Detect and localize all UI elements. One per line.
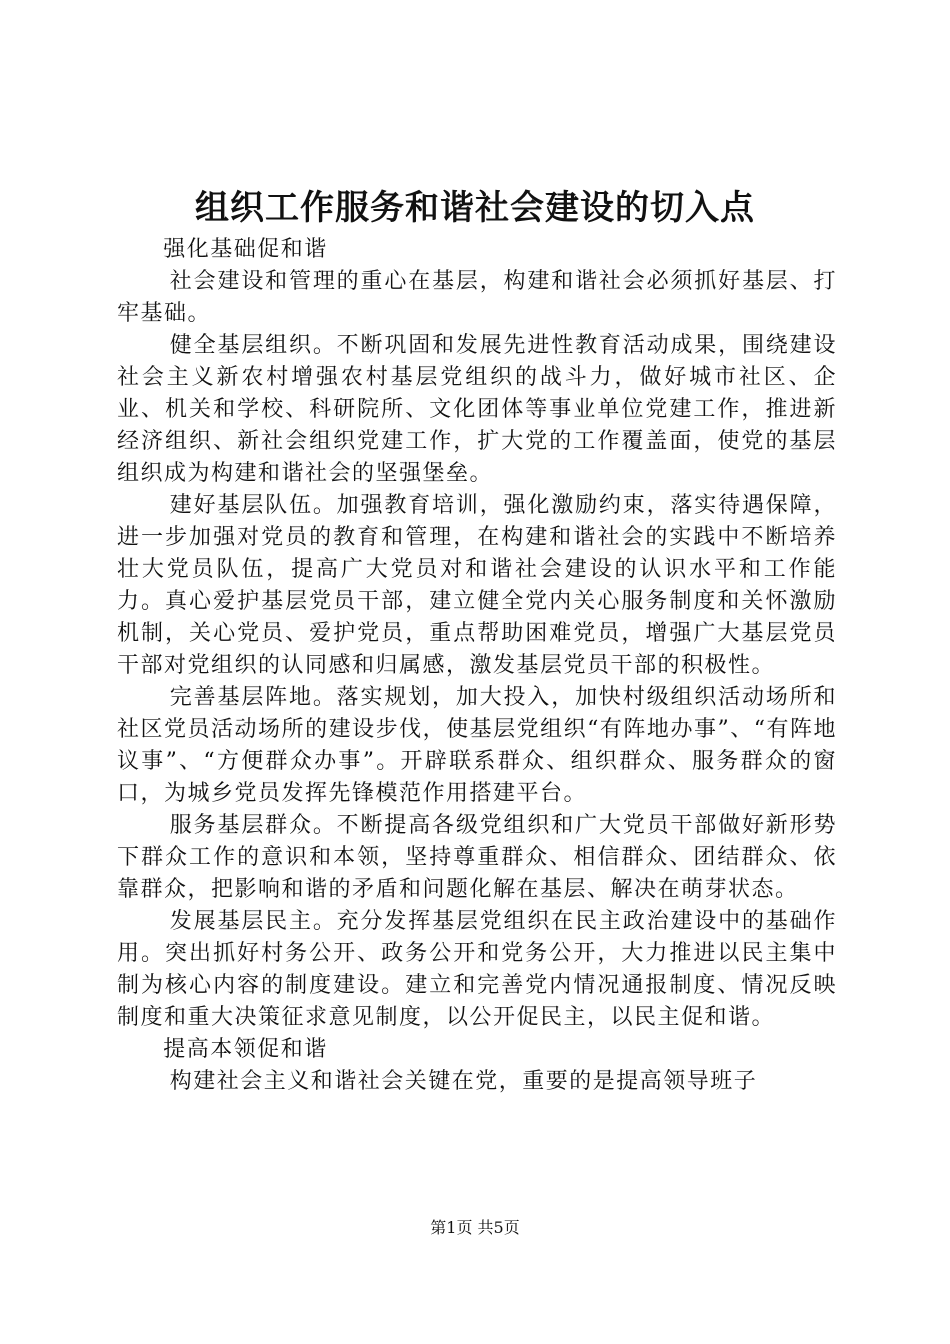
document-title: 组织工作服务和谐社会建设的切入点 — [195, 188, 755, 228]
paragraph: 构建社会主义和谐社会关键在党，重要的是提高领导班子 — [169, 1069, 758, 1094]
paragraph: 社会建设和管理的重心在基层，构建和谐社会必须抓好基层、打牢基础。 — [117, 269, 837, 326]
paragraph: 发展基层民主。充分发挥基层党组织在民主政治建设中的基础作用。突出抓好村务公开、政务公开和党务公开，大力推进以民主集中制为核心内容的制度建设。建立和完善党内情况通报制度、情况反映制度和重大决策征求意见制度，以公开促民主，以民主促和谐。 — [117, 909, 837, 1030]
section-heading: 提高本领促和谐 — [163, 1037, 328, 1062]
section-heading: 强化基础促和谐 — [163, 237, 328, 262]
paragraph: 服务基层群众。不断提高各级党组织和广大党员干部做好新形势下群众工作的意识和本领，坚持尊重群众、相信群众、团结群众、依靠群众，把影响和谐的矛盾和问题化解在基层、解决在萌芽状态。 — [117, 813, 837, 902]
paragraph: 完善基层阵地。落实规划，加大投入，加快村级组织活动场所和社区党员活动场所的建设步伐，使基层党组织“有阵地办事”、“有阵地议事”、“方便群众办事”。开辟联系群众、组织群众、服务群众的窗口，为城乡党员发挥先锋模范作用搭建平台。 — [117, 685, 837, 806]
page-footer: 第1页 共5页 — [430, 1218, 520, 1237]
paragraph: 健全基层组织。不断巩固和发展先进性教育活动成果，围绕建设社会主义新农村增强农村基层党组织的战斗力，做好城市社区、企业、机关和学校、科研院所、文化团体等事业单位党建工作，推进新经济组织、新社会组织党建工作，扩大党的工作覆盖面，使党的基层组织成为构建和谐社会的坚强堡垒。 — [117, 333, 837, 486]
document-body — [117, 234, 837, 1098]
paragraph: 建好基层队伍。加强教育培训，强化激励约束，落实待遇保障，进一步加强对党员的教育和管理，在构建和谐社会的实践中不断培养壮大党员队伍，提高广大党员对和谐社会建设的认识水平和工作能力。真心爱护基层党员干部，建立健全党内关心服务制度和关怀激励机制，关心党员、爱护党员，重点帮助困难党员，增强广大基层党员干部对党组织的认同感和归属感，激发基层党员干部的积极性。 — [117, 493, 837, 678]
